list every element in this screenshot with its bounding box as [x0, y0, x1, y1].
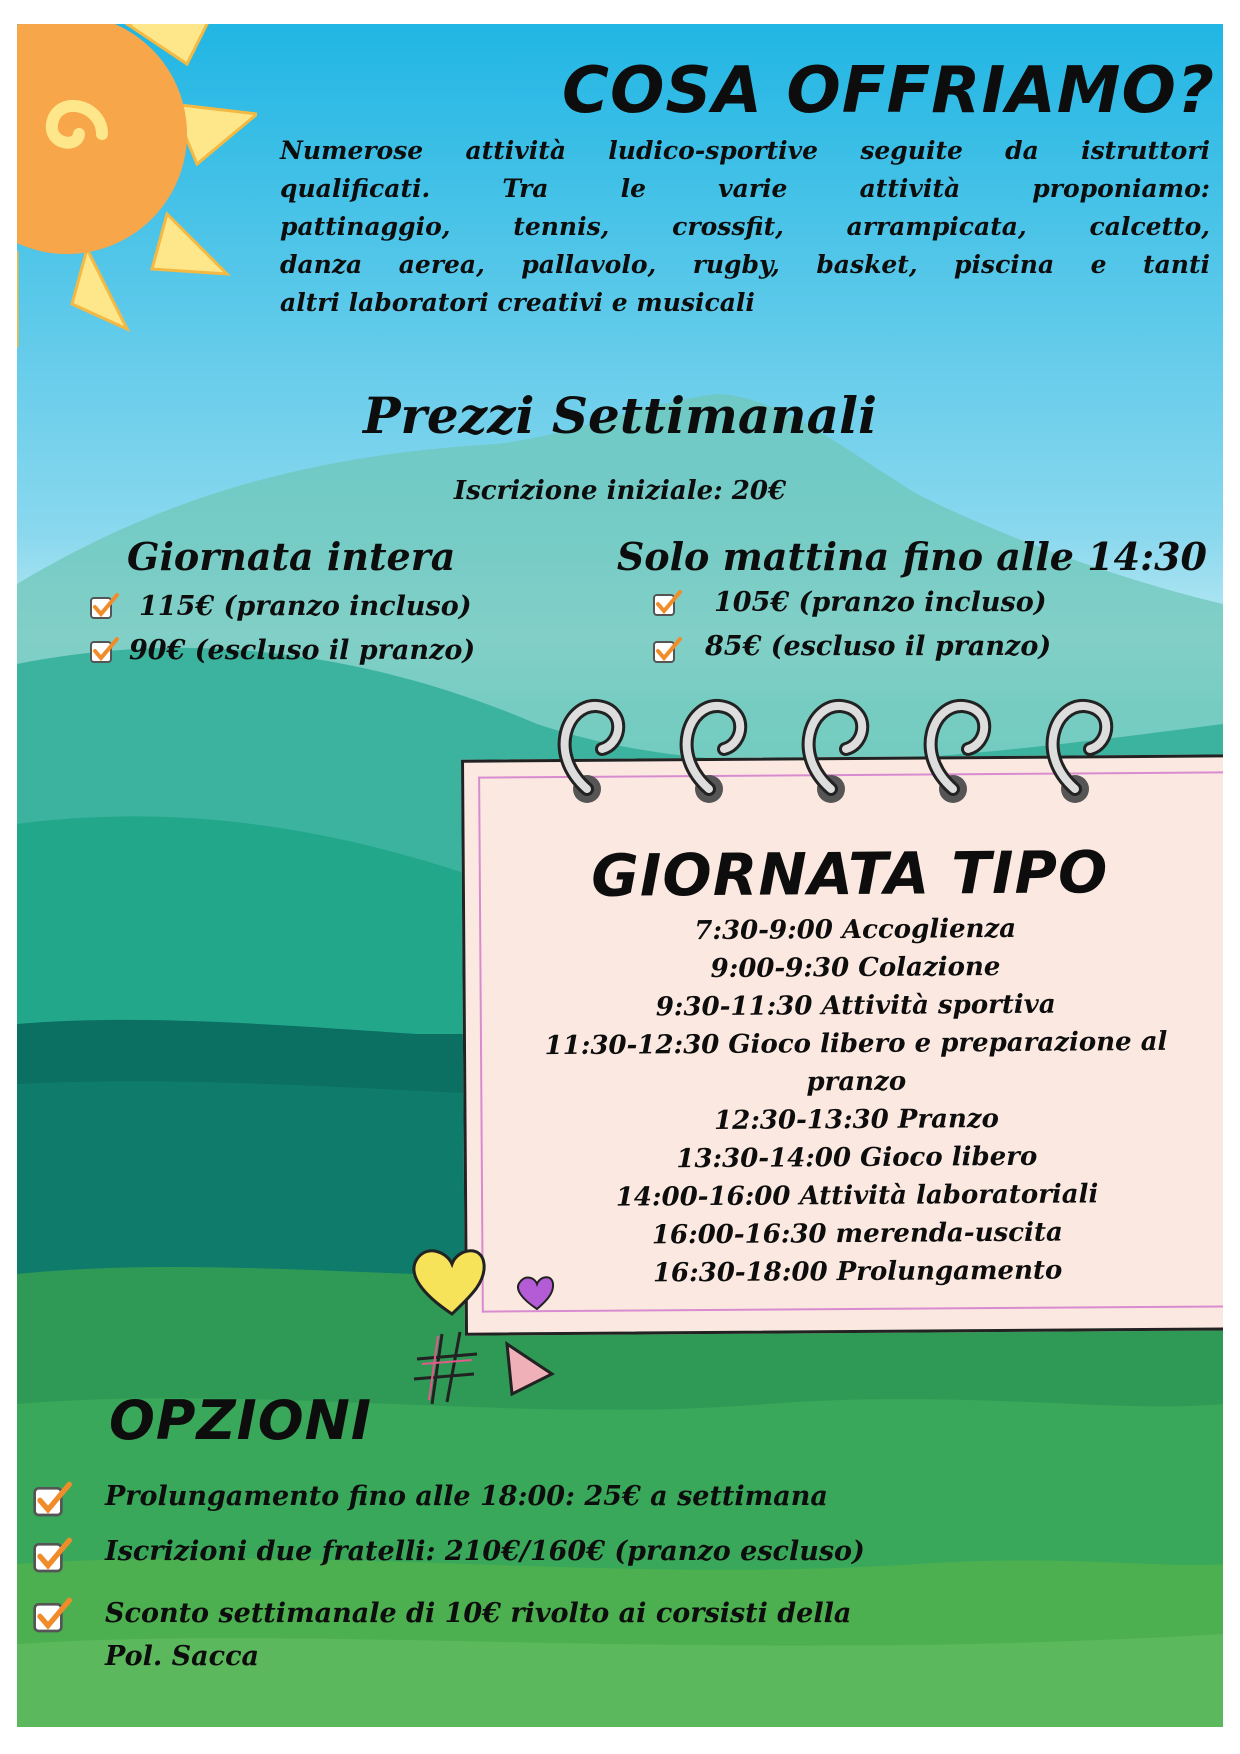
schedule-line: pranzo	[806, 1066, 907, 1098]
price-item: 90€ (escluso il pranzo)	[129, 635, 476, 666]
options-title: OPZIONI	[109, 1389, 372, 1452]
intro-line: altri laboratori creativi e musicali	[280, 288, 755, 317]
schedule-line: 16:30-18:00 Prolungamento	[652, 1255, 1063, 1289]
schedule-line: 9:30-11:30 Attività sportiva	[655, 989, 1056, 1023]
option-item: Pol. Sacca	[105, 1641, 260, 1672]
intro-line: pattinaggio, tennis, crossfit, arrampicata, calcetto,	[280, 212, 1210, 241]
enrollment-fee: Iscrizione iniziale: 20€	[453, 476, 787, 506]
morning-title: Solo mattina fino alle 14:30	[616, 534, 1207, 579]
checkbox-icon	[32, 1480, 72, 1518]
checkbox-icon	[89, 636, 119, 664]
schedule-line: 9:00-9:30 Colazione	[710, 951, 1001, 985]
intro-line: danza aerea, pallavolo, rugby, basket, piscina e tanti	[280, 250, 1210, 279]
intro-line: qualificati. Tra le varie attività proponiamo:	[280, 174, 1210, 203]
poster	[17, 24, 1223, 1727]
checkbox-icon	[652, 589, 682, 617]
checkbox-icon	[32, 1596, 72, 1634]
schedule-line: 14:00-16:00 Attività laboratoriali	[615, 1179, 1099, 1213]
intro-text	[280, 132, 1210, 322]
checkbox-icon	[32, 1536, 72, 1574]
schedule-line: 13:30-14:00 Gioco libero	[676, 1141, 1038, 1175]
prices-title: Prezzi Settimanali	[362, 386, 878, 445]
intro-line: Numerose attività ludico-sportive seguite da istruttori	[280, 136, 1210, 165]
price-item: 105€ (pranzo incluso)	[714, 587, 1047, 618]
checkbox-icon	[89, 592, 119, 620]
intro-title: COSA OFFRIAMO?	[562, 54, 1215, 128]
price-item: 115€ (pranzo incluso)	[139, 591, 472, 622]
schedule-line: 7:30-9:00 Accoglienza	[694, 913, 1017, 947]
checkbox-icon	[652, 636, 682, 664]
option-item: Prolungamento fino alle 18:00: 25€ a settimana	[105, 1481, 828, 1512]
price-item: 85€ (escluso il pranzo)	[705, 631, 1052, 662]
schedule-line: 16:00-16:30 merenda-uscita	[651, 1217, 1063, 1251]
spiral-rings-icon	[557, 694, 1157, 844]
full-day-title: Giornata intera	[127, 534, 456, 579]
schedule-line: 12:30-13:30 Pranzo	[713, 1104, 1000, 1136]
heart-doodles-icon	[402, 1244, 602, 1414]
sun-icon	[17, 24, 257, 384]
schedule-title: GIORNATA TIPO	[590, 838, 1109, 910]
option-item: Iscrizioni due fratelli: 210€/160€ (pranzo escluso)	[105, 1536, 865, 1567]
option-item: Sconto settimanale di 10€ rivolto ai corsisti della	[105, 1598, 852, 1629]
schedule-line: 11:30-12:30 Gioco libero e preparazione al	[544, 1026, 1168, 1062]
